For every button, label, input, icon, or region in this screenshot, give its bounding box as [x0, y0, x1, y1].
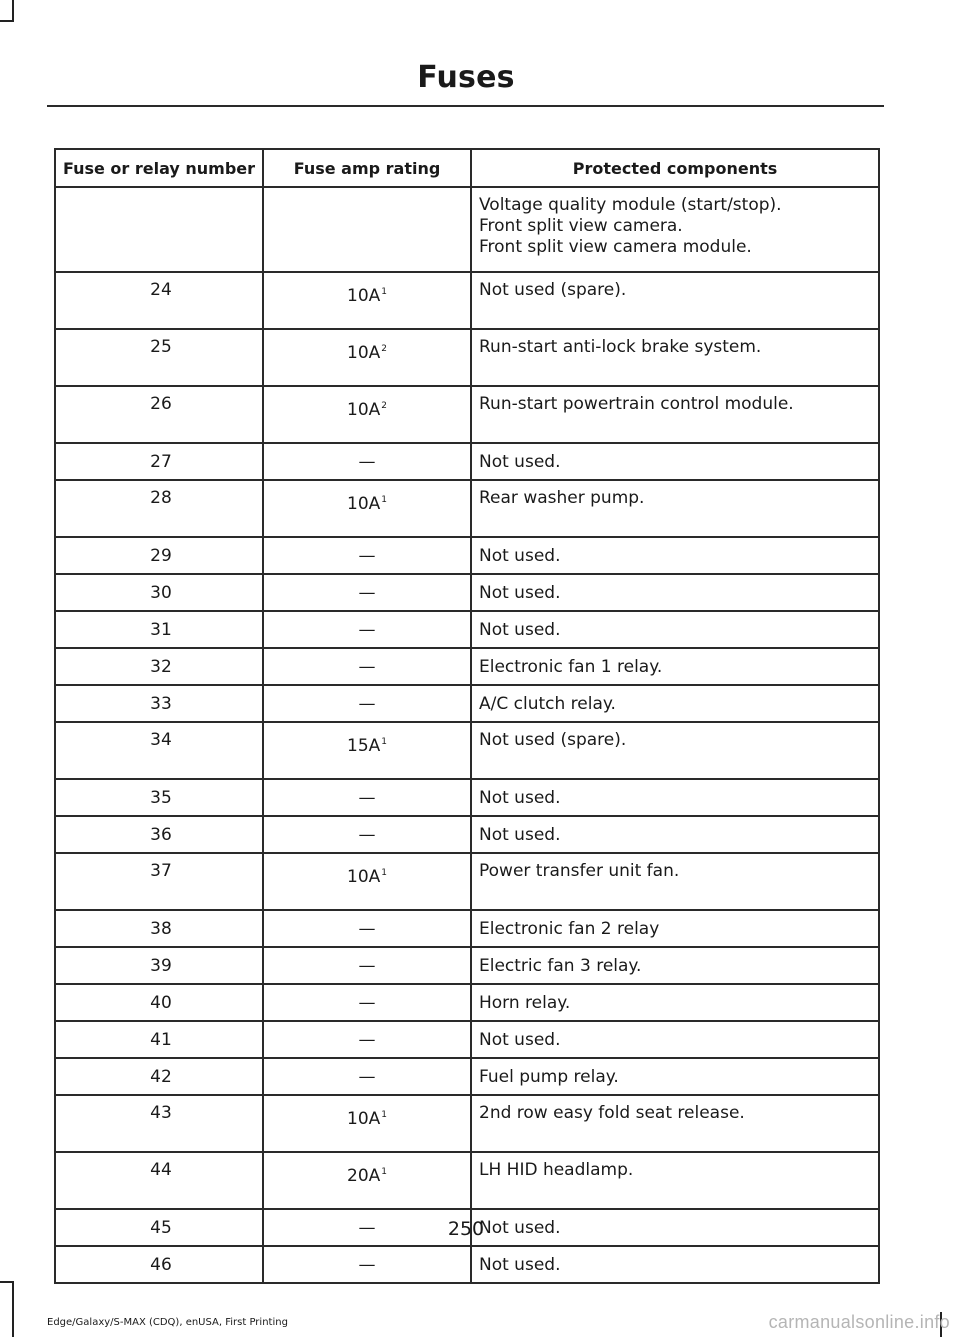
amp-rating-value: —	[358, 1029, 376, 1050]
crop-mark	[12, 1281, 14, 1337]
fuse-number-cell: 26	[55, 386, 263, 443]
table-row	[55, 816, 879, 853]
table-row	[55, 722, 879, 779]
table-row	[55, 1152, 879, 1209]
table-row	[55, 1021, 879, 1058]
table-row	[55, 1058, 879, 1095]
amp-rating-cell	[263, 537, 471, 574]
component-cell: Horn relay.	[471, 984, 879, 1021]
footnote-marker: 2	[381, 401, 387, 411]
amp-rating-cell	[263, 816, 471, 853]
table-row	[55, 537, 879, 574]
amp-rating-cell	[263, 779, 471, 816]
component-cell: Not used.	[471, 574, 879, 611]
table-row	[55, 480, 879, 537]
amp-rating-cell	[263, 1246, 471, 1283]
amp-rating-cell	[263, 329, 471, 386]
component-cell: Power transfer unit fan.	[471, 853, 879, 910]
amp-rating-value: —	[358, 693, 376, 714]
amp-rating-cell	[263, 611, 471, 648]
amp-rating-cell	[263, 984, 471, 1021]
fuse-number-cell: 42	[55, 1058, 263, 1095]
amp-rating-value: —	[358, 1217, 376, 1238]
amp-rating-value: —	[358, 992, 376, 1013]
fuse-number-cell: 44	[55, 1152, 263, 1209]
component-cell: Not used.	[471, 1209, 879, 1246]
amp-rating-cell	[263, 853, 471, 910]
table-row	[55, 329, 879, 386]
component-cell: A/C clutch relay.	[471, 685, 879, 722]
table-row	[55, 648, 879, 685]
amp-rating-value: 15A	[347, 736, 381, 756]
header-divider	[47, 105, 884, 107]
table-row	[55, 386, 879, 443]
footnote-marker: 1	[381, 868, 387, 878]
amp-rating-value: —	[358, 619, 376, 640]
amp-rating-value: —	[358, 787, 376, 808]
fuse-number-cell: 34	[55, 722, 263, 779]
fuse-number-cell: 24	[55, 272, 263, 329]
amp-rating-value: —	[358, 545, 376, 566]
component-cell: Not used.	[471, 1021, 879, 1058]
component-cell: LH HID headlamp.	[471, 1152, 879, 1209]
component-line: Front split view camera module.	[479, 237, 752, 257]
footnote-marker: 2	[381, 344, 387, 354]
table-row	[55, 947, 879, 984]
fuse-table-body	[55, 187, 879, 1283]
amp-rating-cell	[263, 1095, 471, 1152]
table-header-row	[55, 149, 879, 187]
fuse-number-cell: 39	[55, 947, 263, 984]
column-header-amp-rating: Fuse amp rating	[263, 149, 471, 187]
table-row	[55, 272, 879, 329]
fuse-number-cell: 45	[55, 1209, 263, 1246]
component-cell: Not used.	[471, 816, 879, 853]
amp-rating-value: —	[358, 451, 376, 472]
component-cell: Not used.	[471, 779, 879, 816]
page-title: Fuses	[417, 60, 515, 95]
component-cell: Not used (spare).	[471, 722, 879, 779]
table-row	[55, 779, 879, 816]
component-cell: Not used (spare).	[471, 272, 879, 329]
fuse-number-cell: 27	[55, 443, 263, 480]
component-cell: Not used.	[471, 1246, 879, 1283]
footnote-marker: 1	[381, 287, 387, 297]
fuse-number-cell: 40	[55, 984, 263, 1021]
amp-rating-cell	[263, 648, 471, 685]
amp-rating-value: —	[358, 1066, 376, 1087]
footnote-marker: 1	[381, 495, 387, 505]
table-row	[55, 1246, 879, 1283]
fuse-number-cell: 28	[55, 480, 263, 537]
table-row	[55, 611, 879, 648]
fuse-number-cell: 30	[55, 574, 263, 611]
amp-rating-cell	[263, 187, 471, 272]
table-row-continuation	[55, 187, 879, 272]
amp-rating-value: 10A	[347, 1109, 381, 1129]
table-row	[55, 1095, 879, 1152]
amp-rating-value: 10A	[347, 286, 381, 306]
table-row	[55, 443, 879, 480]
fuse-number-cell: 43	[55, 1095, 263, 1152]
footnote-marker: 1	[381, 737, 387, 747]
component-line: Front split view camera.	[479, 216, 683, 236]
fuse-number-cell: 32	[55, 648, 263, 685]
crop-mark	[12, 0, 14, 20]
component-cell: Rear washer pump.	[471, 480, 879, 537]
component-cell: Run-start powertrain control module.	[471, 386, 879, 443]
table-row	[55, 984, 879, 1021]
table-row	[55, 574, 879, 611]
amp-rating-value: 20A	[347, 1166, 381, 1186]
amp-rating-cell	[263, 386, 471, 443]
amp-rating-value: 10A	[347, 343, 381, 363]
footer-text: Edge/Galaxy/S-MAX (CDQ), enUSA, First Printing	[47, 1317, 288, 1328]
fuse-number-cell: 33	[55, 685, 263, 722]
page-number: 250	[447, 1218, 485, 1240]
watermark: carmanualsonline.info	[768, 1312, 950, 1332]
amp-rating-cell	[263, 1058, 471, 1095]
fuse-number-cell: 31	[55, 611, 263, 648]
amp-rating-cell	[263, 272, 471, 329]
fuse-number-cell: 38	[55, 910, 263, 947]
crop-mark	[0, 20, 14, 22]
table-row	[55, 685, 879, 722]
amp-rating-value: —	[358, 656, 376, 677]
amp-rating-cell	[263, 722, 471, 779]
amp-rating-cell	[263, 480, 471, 537]
footnote-marker: 1	[381, 1167, 387, 1177]
component-cell: Fuel pump relay.	[471, 1058, 879, 1095]
component-cell: Electronic fan 2 relay	[471, 910, 879, 947]
amp-rating-cell	[263, 574, 471, 611]
column-header-protected-components: Protected components	[471, 149, 879, 187]
amp-rating-value: 10A	[347, 494, 381, 514]
crop-mark	[0, 1281, 14, 1283]
amp-rating-value: 10A	[347, 867, 381, 887]
amp-rating-value: —	[358, 955, 376, 976]
amp-rating-value: —	[358, 1254, 376, 1275]
fuse-table	[54, 148, 880, 1284]
component-cell: Run-start anti-lock brake system.	[471, 329, 879, 386]
amp-rating-value: —	[358, 582, 376, 603]
fuse-number-cell: 35	[55, 779, 263, 816]
amp-rating-value: —	[358, 918, 376, 939]
component-cell: Electric fan 3 relay.	[471, 947, 879, 984]
component-cell: Electronic fan 1 relay.	[471, 648, 879, 685]
component-cell	[471, 187, 879, 272]
fuse-number-cell: 36	[55, 816, 263, 853]
fuse-number-cell: 41	[55, 1021, 263, 1058]
amp-rating-cell	[263, 443, 471, 480]
amp-rating-cell	[263, 910, 471, 947]
column-header-fuse-number: Fuse or relay number	[55, 149, 263, 187]
amp-rating-cell	[263, 947, 471, 984]
component-cell: Not used.	[471, 537, 879, 574]
fuse-number-cell: 46	[55, 1246, 263, 1283]
amp-rating-value: 10A	[347, 400, 381, 420]
table-row	[55, 853, 879, 910]
amp-rating-value: —	[358, 824, 376, 845]
component-line: Voltage quality module (start/stop).	[479, 195, 782, 215]
fuse-number-cell	[55, 187, 263, 272]
component-cell: Not used.	[471, 611, 879, 648]
fuse-number-cell: 29	[55, 537, 263, 574]
table-row	[55, 910, 879, 947]
fuse-number-cell: 25	[55, 329, 263, 386]
amp-rating-cell	[263, 685, 471, 722]
footnote-marker: 1	[381, 1110, 387, 1120]
fuse-number-cell: 37	[55, 853, 263, 910]
amp-rating-cell	[263, 1152, 471, 1209]
component-cell: 2nd row easy fold seat release.	[471, 1095, 879, 1152]
component-cell: Not used.	[471, 443, 879, 480]
amp-rating-cell	[263, 1021, 471, 1058]
